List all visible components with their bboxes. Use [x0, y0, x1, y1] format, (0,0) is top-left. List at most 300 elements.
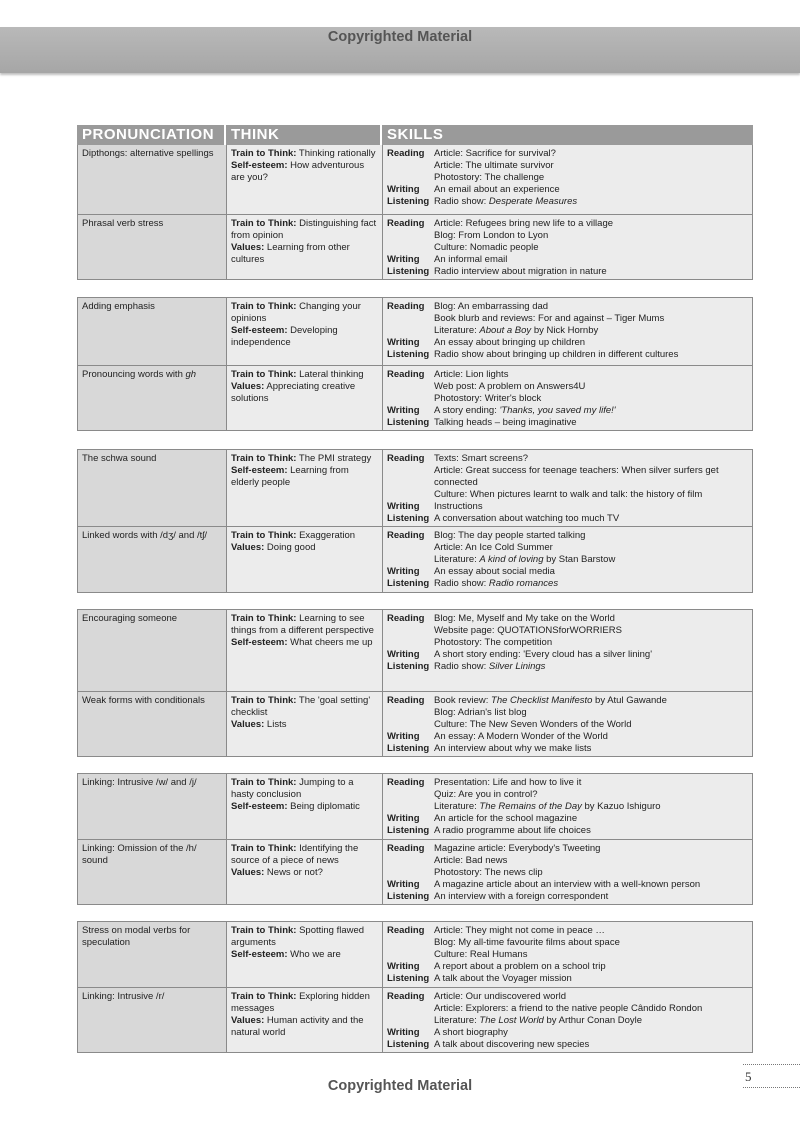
skill-line — [387, 578, 748, 590]
skill-type: Writing — [387, 1027, 420, 1038]
skill-type: Reading — [387, 925, 425, 936]
skills-cell — [383, 215, 752, 279]
think-cell — [227, 774, 383, 839]
skill-text-post: by Kazuo Ishiguro — [581, 801, 661, 812]
skill-text: An interview about why we make lists — [434, 743, 592, 754]
skill-type — [387, 172, 434, 184]
skill-type — [387, 465, 434, 489]
think-label: Values: — [231, 719, 265, 730]
think-label: Self-esteem: — [231, 325, 288, 336]
skill-type: Writing — [387, 731, 420, 742]
think-cell — [227, 922, 383, 987]
skill-text-pre: Literature: — [434, 325, 480, 336]
skill-text: Article: Bad news — [434, 855, 508, 866]
table-row — [78, 214, 752, 279]
think-entry — [231, 777, 378, 801]
skill-line — [387, 465, 748, 489]
skill-text-pre: Literature: — [434, 1015, 480, 1026]
skill-type: Reading — [387, 991, 425, 1002]
skill-text — [434, 661, 748, 673]
think-text: Identifying the source of a piece of news — [231, 843, 359, 866]
skill-text: An essay: A Modern Wonder of the World — [434, 731, 608, 742]
table-row — [78, 610, 752, 691]
skill-type — [387, 625, 434, 637]
think-entry — [231, 843, 378, 867]
pronunciation-text: Dipthongs: alternative spellings — [82, 148, 214, 159]
skill-text-pre: Radio show: — [434, 196, 489, 207]
table-row — [78, 298, 752, 365]
skill-text: An interview with a foreign correspondent — [434, 891, 609, 902]
skill-text: Article: Great success for teenage teachers: When silver surfers get connected — [434, 465, 719, 488]
skill-type — [387, 381, 434, 393]
skill-line — [387, 554, 748, 566]
skill-type: Listening — [387, 349, 430, 360]
skill-title-italic: Desperate Measures — [488, 196, 578, 207]
think-text: Developing independence — [231, 325, 338, 348]
skills-cell — [383, 840, 752, 904]
pronunciation-cell — [78, 527, 227, 592]
think-text: Lists — [266, 719, 287, 730]
think-text: Jumping to a hasty conclusion — [231, 777, 354, 800]
think-text: Distinguishing fact from opinion — [231, 218, 377, 241]
skill-type — [387, 230, 434, 242]
skill-text: Web post: A problem on Answers4U — [434, 381, 586, 392]
table-row — [78, 922, 752, 987]
pronunciation-cell — [78, 988, 227, 1052]
think-entry — [231, 637, 378, 649]
think-entry — [231, 218, 378, 242]
skill-text: Article: Refugees bring new life to a village — [434, 218, 614, 229]
think-cell — [227, 298, 383, 365]
think-text: Spotting flawed arguments — [231, 925, 365, 948]
skill-line — [387, 891, 748, 903]
skill-text: Blog: From London to Lyon — [434, 230, 549, 241]
think-text: Exploring hidden messages — [231, 991, 370, 1014]
skill-text: Photostory: The news clip — [434, 867, 543, 878]
pronunciation-text: The schwa sound — [82, 453, 157, 464]
skill-line — [387, 369, 748, 381]
skill-line — [387, 381, 748, 393]
think-text: Learning from other cultures — [231, 242, 350, 265]
skill-text — [434, 695, 748, 707]
think-text: News or not? — [266, 867, 323, 878]
think-label: Train to Think: — [231, 613, 297, 624]
skill-text: Instructions — [434, 501, 483, 512]
skill-type: Listening — [387, 891, 430, 902]
skill-text — [434, 1015, 748, 1027]
skill-text-pre: Literature: — [434, 801, 480, 812]
skill-type: Writing — [387, 566, 420, 577]
skill-text-post: by Arthur Conan Doyle — [543, 1015, 643, 1026]
skill-title-italic: 'Thanks, you saved my life!' — [499, 405, 616, 416]
skill-line — [387, 530, 748, 542]
skill-type — [387, 325, 434, 337]
think-cell — [227, 366, 383, 430]
think-label: Train to Think: — [231, 369, 297, 380]
skills-cell — [383, 692, 752, 756]
think-entry — [231, 613, 378, 637]
skill-text: Presentation: Life and how to live it — [434, 777, 582, 788]
skill-line — [387, 405, 748, 417]
skill-line — [387, 1027, 748, 1039]
skill-type: Writing — [387, 405, 420, 416]
pronunciation-cell — [78, 692, 227, 756]
think-label: Values: — [231, 381, 265, 392]
think-entry — [231, 148, 378, 160]
skill-text: Blog: Adrian's list blog — [434, 707, 527, 718]
skill-text-pre: Radio show: — [434, 661, 489, 672]
skill-line — [387, 417, 748, 429]
think-entry — [231, 542, 378, 554]
pronunciation-text: Linked words with /dʒ/ and /tʃ/ — [82, 530, 208, 541]
think-cell — [227, 988, 383, 1052]
table-row — [78, 691, 752, 756]
think-label: Values: — [231, 1015, 265, 1026]
skill-line — [387, 266, 748, 278]
table-row — [78, 774, 752, 839]
table-row — [78, 987, 752, 1052]
skill-type: Reading — [387, 843, 425, 854]
skill-type: Writing — [387, 649, 420, 660]
skill-line — [387, 1015, 748, 1027]
skill-type: Listening — [387, 417, 430, 428]
pronunciation-cell — [78, 298, 227, 365]
think-label: Self-esteem: — [231, 160, 288, 171]
think-entry — [231, 867, 378, 879]
skill-type — [387, 867, 434, 879]
skill-text: Culture: Nomadic people — [434, 242, 539, 253]
skill-text: Article: They might not come in peace … — [434, 925, 605, 936]
skill-line — [387, 879, 748, 891]
skill-text — [434, 578, 748, 590]
skill-line — [387, 501, 748, 513]
skill-text: An essay about bringing up children — [434, 337, 586, 348]
skill-type: Reading — [387, 613, 425, 624]
think-label: Train to Think: — [231, 530, 297, 541]
think-entry — [231, 719, 378, 731]
skill-text-pre: A story ending: — [434, 405, 500, 416]
skill-text — [434, 801, 748, 813]
skill-type — [387, 313, 434, 325]
skill-text: A radio programme about life choices — [434, 825, 591, 836]
pronunciation-text: Adding emphasis — [82, 301, 155, 312]
table-row — [78, 365, 752, 430]
skill-text: Culture: The New Seven Wonders of the World — [434, 719, 632, 730]
skill-title-italic: The Remains of the Day — [479, 801, 582, 812]
skill-line — [387, 649, 748, 661]
skills-cell — [383, 145, 752, 214]
skill-type: Listening — [387, 266, 430, 277]
think-label: Self-esteem: — [231, 465, 288, 476]
think-entry — [231, 301, 378, 325]
think-label: Train to Think: — [231, 218, 297, 229]
think-text: What cheers me up — [290, 637, 373, 648]
think-cell — [227, 840, 383, 904]
think-label: Values: — [231, 542, 265, 553]
think-text: Doing good — [266, 542, 316, 553]
skill-type: Writing — [387, 254, 420, 265]
skill-type — [387, 801, 434, 813]
skill-line — [387, 1039, 748, 1051]
skill-line — [387, 695, 748, 707]
skill-text: Culture: Real Humans — [434, 949, 528, 960]
pronunciation-text: Linking: Omission of the /h/ sound — [82, 843, 197, 866]
think-label: Train to Think: — [231, 148, 297, 159]
skill-type — [387, 707, 434, 719]
skill-line — [387, 453, 748, 465]
skill-line — [387, 937, 748, 949]
table-row — [78, 839, 752, 904]
think-label: Train to Think: — [231, 301, 297, 312]
pronunciation-cell — [78, 366, 227, 430]
skill-line — [387, 196, 748, 208]
skill-text: Quiz: Are you in control? — [434, 789, 538, 800]
skill-line — [387, 325, 748, 337]
think-entry — [231, 369, 378, 381]
skill-line — [387, 393, 748, 405]
skill-text — [434, 196, 748, 208]
pronunciation-text: Linking: Intrusive /r/ — [82, 991, 165, 1002]
skill-type — [387, 489, 434, 501]
skill-line — [387, 242, 748, 254]
skill-text-pre: Radio show: — [434, 578, 489, 589]
skill-line — [387, 513, 748, 525]
skill-line — [387, 949, 748, 961]
skill-type: Writing — [387, 184, 420, 195]
skill-type: Reading — [387, 695, 425, 706]
think-cell — [227, 215, 383, 279]
pronunciation-cell — [78, 922, 227, 987]
think-text: Learning from elderly people — [231, 465, 349, 488]
skill-type — [387, 242, 434, 254]
skill-text: Article: Explorers: a friend to the native people Cândido Rondon — [434, 1003, 703, 1014]
think-text: The PMI strategy — [298, 453, 372, 464]
skill-text: Article: Our undiscovered world — [434, 991, 566, 1002]
skill-type: Writing — [387, 813, 420, 824]
skill-type: Listening — [387, 196, 430, 207]
skill-type — [387, 393, 434, 405]
skill-line — [387, 254, 748, 266]
pronunciation-italic: gh — [185, 369, 197, 380]
skill-type: Reading — [387, 148, 425, 159]
skill-line — [387, 777, 748, 789]
skill-line — [387, 1003, 748, 1015]
skill-line — [387, 867, 748, 879]
think-entry — [231, 801, 378, 813]
skill-line — [387, 566, 748, 578]
header-skills: SKILLS — [387, 126, 444, 143]
skill-line — [387, 801, 748, 813]
skill-text — [434, 325, 748, 337]
skill-type: Listening — [387, 578, 430, 589]
think-cell — [227, 527, 383, 592]
skill-line — [387, 925, 748, 937]
skill-title-italic: The Lost World — [479, 1015, 544, 1026]
table-header — [77, 125, 753, 145]
skills-cell — [383, 610, 752, 691]
table-row — [78, 526, 752, 592]
skill-type: Listening — [387, 1039, 430, 1050]
think-label: Self-esteem: — [231, 637, 288, 648]
think-text: Exaggeration — [299, 530, 356, 541]
skill-type: Writing — [387, 501, 420, 512]
unit-block — [77, 145, 753, 280]
skill-text: Blog: Me, Myself and My take on the World — [434, 613, 615, 624]
skill-text — [434, 554, 748, 566]
skill-text: A short story ending: 'Every cloud has a silver lining' — [434, 649, 653, 660]
skill-type: Listening — [387, 661, 430, 672]
pronunciation-cell — [78, 774, 227, 839]
skill-text: An article for the school magazine — [434, 813, 578, 824]
skill-line — [387, 489, 748, 501]
skill-text: A talk about discovering new species — [434, 1039, 590, 1050]
skill-type: Reading — [387, 530, 425, 541]
skill-line — [387, 230, 748, 242]
skill-type: Reading — [387, 453, 425, 464]
think-text: Being diplomatic — [290, 801, 360, 812]
skill-text-post: by Atul Gawande — [592, 695, 667, 706]
unit-block — [77, 773, 753, 905]
unit-block — [77, 921, 753, 1053]
skill-type: Listening — [387, 973, 430, 984]
think-entry — [231, 925, 378, 949]
skill-text: Blog: An embarrassing dad — [434, 301, 549, 312]
think-text: Changing your opinions — [231, 301, 361, 324]
pronunciation-cell — [78, 215, 227, 279]
skill-line — [387, 973, 748, 985]
pronunciation-text: Encouraging someone — [82, 613, 178, 624]
skill-line — [387, 825, 748, 837]
skill-line — [387, 301, 748, 313]
skill-title-italic: Radio romances — [488, 578, 559, 589]
skill-type: Reading — [387, 777, 425, 788]
skill-text: Talking heads – being imaginative — [434, 417, 577, 428]
skill-text: Photostory: The competition — [434, 637, 553, 648]
think-text: Thinking rationally — [298, 148, 376, 159]
skill-text: Photostory: The challenge — [434, 172, 545, 183]
think-entry — [231, 325, 378, 349]
skill-line — [387, 313, 748, 325]
skill-line — [387, 731, 748, 743]
skill-text-post: by Stan Barstow — [543, 554, 616, 565]
skill-text: Book blurb and reviews: For and against – Tiger Mums — [434, 313, 665, 324]
skill-text-pre: Literature: — [434, 554, 480, 565]
pronunciation-cell — [78, 840, 227, 904]
top-banner — [0, 27, 800, 73]
think-entry — [231, 530, 378, 542]
skill-line — [387, 719, 748, 731]
pronunciation-text: Pronouncing words with — [82, 369, 186, 380]
skill-type — [387, 1003, 434, 1015]
think-entry — [231, 242, 378, 266]
skill-text: A report about a problem on a school trip — [434, 961, 606, 972]
skill-text: A magazine article about an interview with a well-known person — [434, 879, 701, 890]
skill-text: A talk about the Voyager mission — [434, 973, 572, 984]
skill-title-italic: About a Boy — [479, 325, 532, 336]
skill-line — [387, 542, 748, 554]
skill-text: Radio show about bringing up children in different cultures — [434, 349, 679, 360]
banner-text: Copyrighted Material — [327, 29, 473, 45]
skill-type: Reading — [387, 301, 425, 312]
think-label: Self-esteem: — [231, 949, 288, 960]
skill-text — [434, 405, 748, 417]
think-text: How adventurous are you? — [231, 160, 365, 183]
think-label: Train to Think: — [231, 777, 297, 788]
think-cell — [227, 145, 383, 214]
pronunciation-text: Phrasal verb stress — [82, 218, 164, 229]
skill-line — [387, 613, 748, 625]
skills-cell — [383, 450, 752, 526]
skill-line — [387, 991, 748, 1003]
table-row — [78, 145, 752, 214]
skill-type — [387, 554, 434, 566]
skill-type: Writing — [387, 337, 420, 348]
skills-cell — [383, 527, 752, 592]
skill-line — [387, 789, 748, 801]
think-cell — [227, 610, 383, 691]
skill-type — [387, 949, 434, 961]
pronunciation-text: Weak forms with conditionals — [82, 695, 205, 706]
skill-line — [387, 813, 748, 825]
think-label: Train to Think: — [231, 453, 297, 464]
skills-cell — [383, 988, 752, 1052]
skill-text: Website page: QUOTATIONSforWORRIERS — [434, 625, 622, 636]
skill-line — [387, 637, 748, 649]
think-entry — [231, 949, 378, 961]
skill-line — [387, 843, 748, 855]
skill-line — [387, 148, 748, 160]
skills-cell — [383, 774, 752, 839]
unit-block — [77, 449, 753, 593]
think-entry — [231, 991, 378, 1015]
think-label: Train to Think: — [231, 925, 297, 936]
skills-cell — [383, 298, 752, 365]
skill-text: Radio interview about migration in nature — [434, 266, 607, 277]
pronunciation-text: Linking: Intrusive /w/ and /j/ — [82, 777, 197, 788]
skill-type — [387, 719, 434, 731]
skill-line — [387, 172, 748, 184]
skill-text: An email about an experience — [434, 184, 560, 195]
think-text: The 'goal setting' checklist — [231, 695, 371, 718]
skills-cell — [383, 922, 752, 987]
skill-type — [387, 937, 434, 949]
skill-type — [387, 1015, 434, 1027]
skill-type: Writing — [387, 879, 420, 890]
skill-type — [387, 160, 434, 172]
skill-line — [387, 349, 748, 361]
page-number: 5 — [743, 1064, 800, 1088]
skill-line — [387, 707, 748, 719]
skill-text-post: by Nick Hornby — [531, 325, 599, 336]
header-think: THINK — [226, 125, 382, 145]
skill-line — [387, 961, 748, 973]
skill-text-pre: Book review: — [434, 695, 492, 706]
skill-type: Reading — [387, 218, 425, 229]
skill-text: Article: Sacrifice for survival? — [434, 148, 556, 159]
skill-line — [387, 855, 748, 867]
skill-line — [387, 661, 748, 673]
think-label: Train to Think: — [231, 991, 297, 1002]
table-row — [78, 450, 752, 526]
think-label: Train to Think: — [231, 695, 297, 706]
skill-type — [387, 855, 434, 867]
skill-line — [387, 160, 748, 172]
skill-type: Listening — [387, 513, 430, 524]
think-entry — [231, 381, 378, 405]
skill-type: Reading — [387, 369, 425, 380]
skill-text: Article: The ultimate survivor — [434, 160, 554, 171]
skill-text: Blog: My all-time favourite films about space — [434, 937, 620, 948]
